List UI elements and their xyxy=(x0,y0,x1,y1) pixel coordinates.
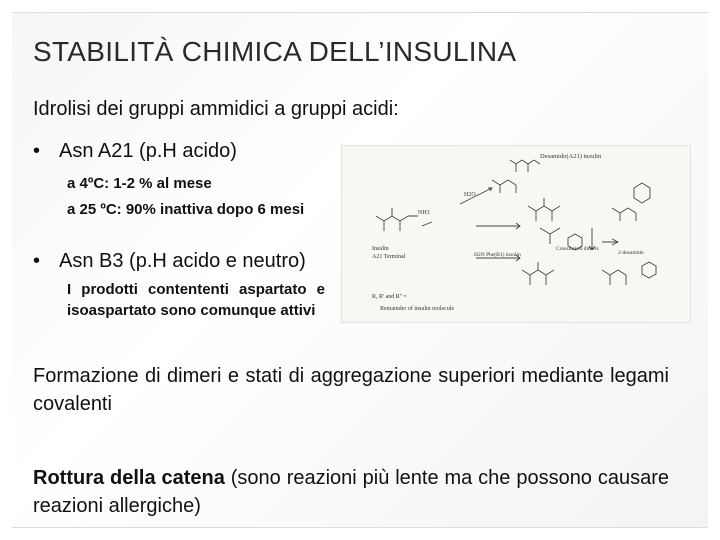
label-nh3: NH3 xyxy=(418,210,430,216)
reaction-scheme-image xyxy=(342,146,690,322)
slide-border-top xyxy=(12,12,708,13)
chain-breakage-note: (sono reazioni più lente ma che possono causare reazioni allergiche) xyxy=(33,467,669,517)
bullet-text: Asn A21 (p.H acido) xyxy=(59,140,237,162)
label-legend-r: R, R' and R'' = xyxy=(372,294,407,300)
chain-breakage-label: Rottura della catena xyxy=(33,467,225,489)
label-phe: H2N Phe(B1) insulin xyxy=(474,252,521,258)
sub-item-25c: a 25 ºC: 90% inattiva dopo 6 mesi xyxy=(67,201,305,218)
paragraph-chain-breakage xyxy=(33,464,669,520)
label-2-desamido: 2-desamido xyxy=(618,250,644,256)
bullet-marker: • xyxy=(33,250,41,272)
label-a21: A21 Terminal xyxy=(372,254,406,260)
slide-border-bottom xyxy=(12,527,708,528)
sub-item-4c: a 4ºC: 1-2 % al mese xyxy=(67,175,212,192)
label-insulin: Insulin xyxy=(372,246,389,252)
bullet-marker: • xyxy=(33,140,41,162)
label-dimer: Crosslinked dimers xyxy=(556,246,599,252)
bullet-asn-b3 xyxy=(33,250,306,273)
slide-subtitle: Idrolisi dei gruppi ammidici a gruppi acidi: xyxy=(33,98,399,120)
bullet-text: Asn B3 (p.H acido e neutro) xyxy=(59,250,306,272)
bullet-asn-a21 xyxy=(33,140,237,163)
paragraph-dimer-formation: Formazione di dimeri e stati di aggregazione superiori mediante legami covalenti xyxy=(33,365,669,415)
chemical-reaction-figure xyxy=(341,145,691,323)
slide-title: STABILITÀ CHIMICA DELL’INSULINA xyxy=(33,36,517,67)
label-h2o: H2O xyxy=(464,192,476,198)
sub-item-products: I prodotti contententi aspartato e isoaspartato sono comunque attivi xyxy=(67,281,325,319)
label-legend-remainder: Remainder of insulin molecule xyxy=(380,306,455,312)
label-desamido: Desamido(A21) insulin xyxy=(540,153,602,160)
